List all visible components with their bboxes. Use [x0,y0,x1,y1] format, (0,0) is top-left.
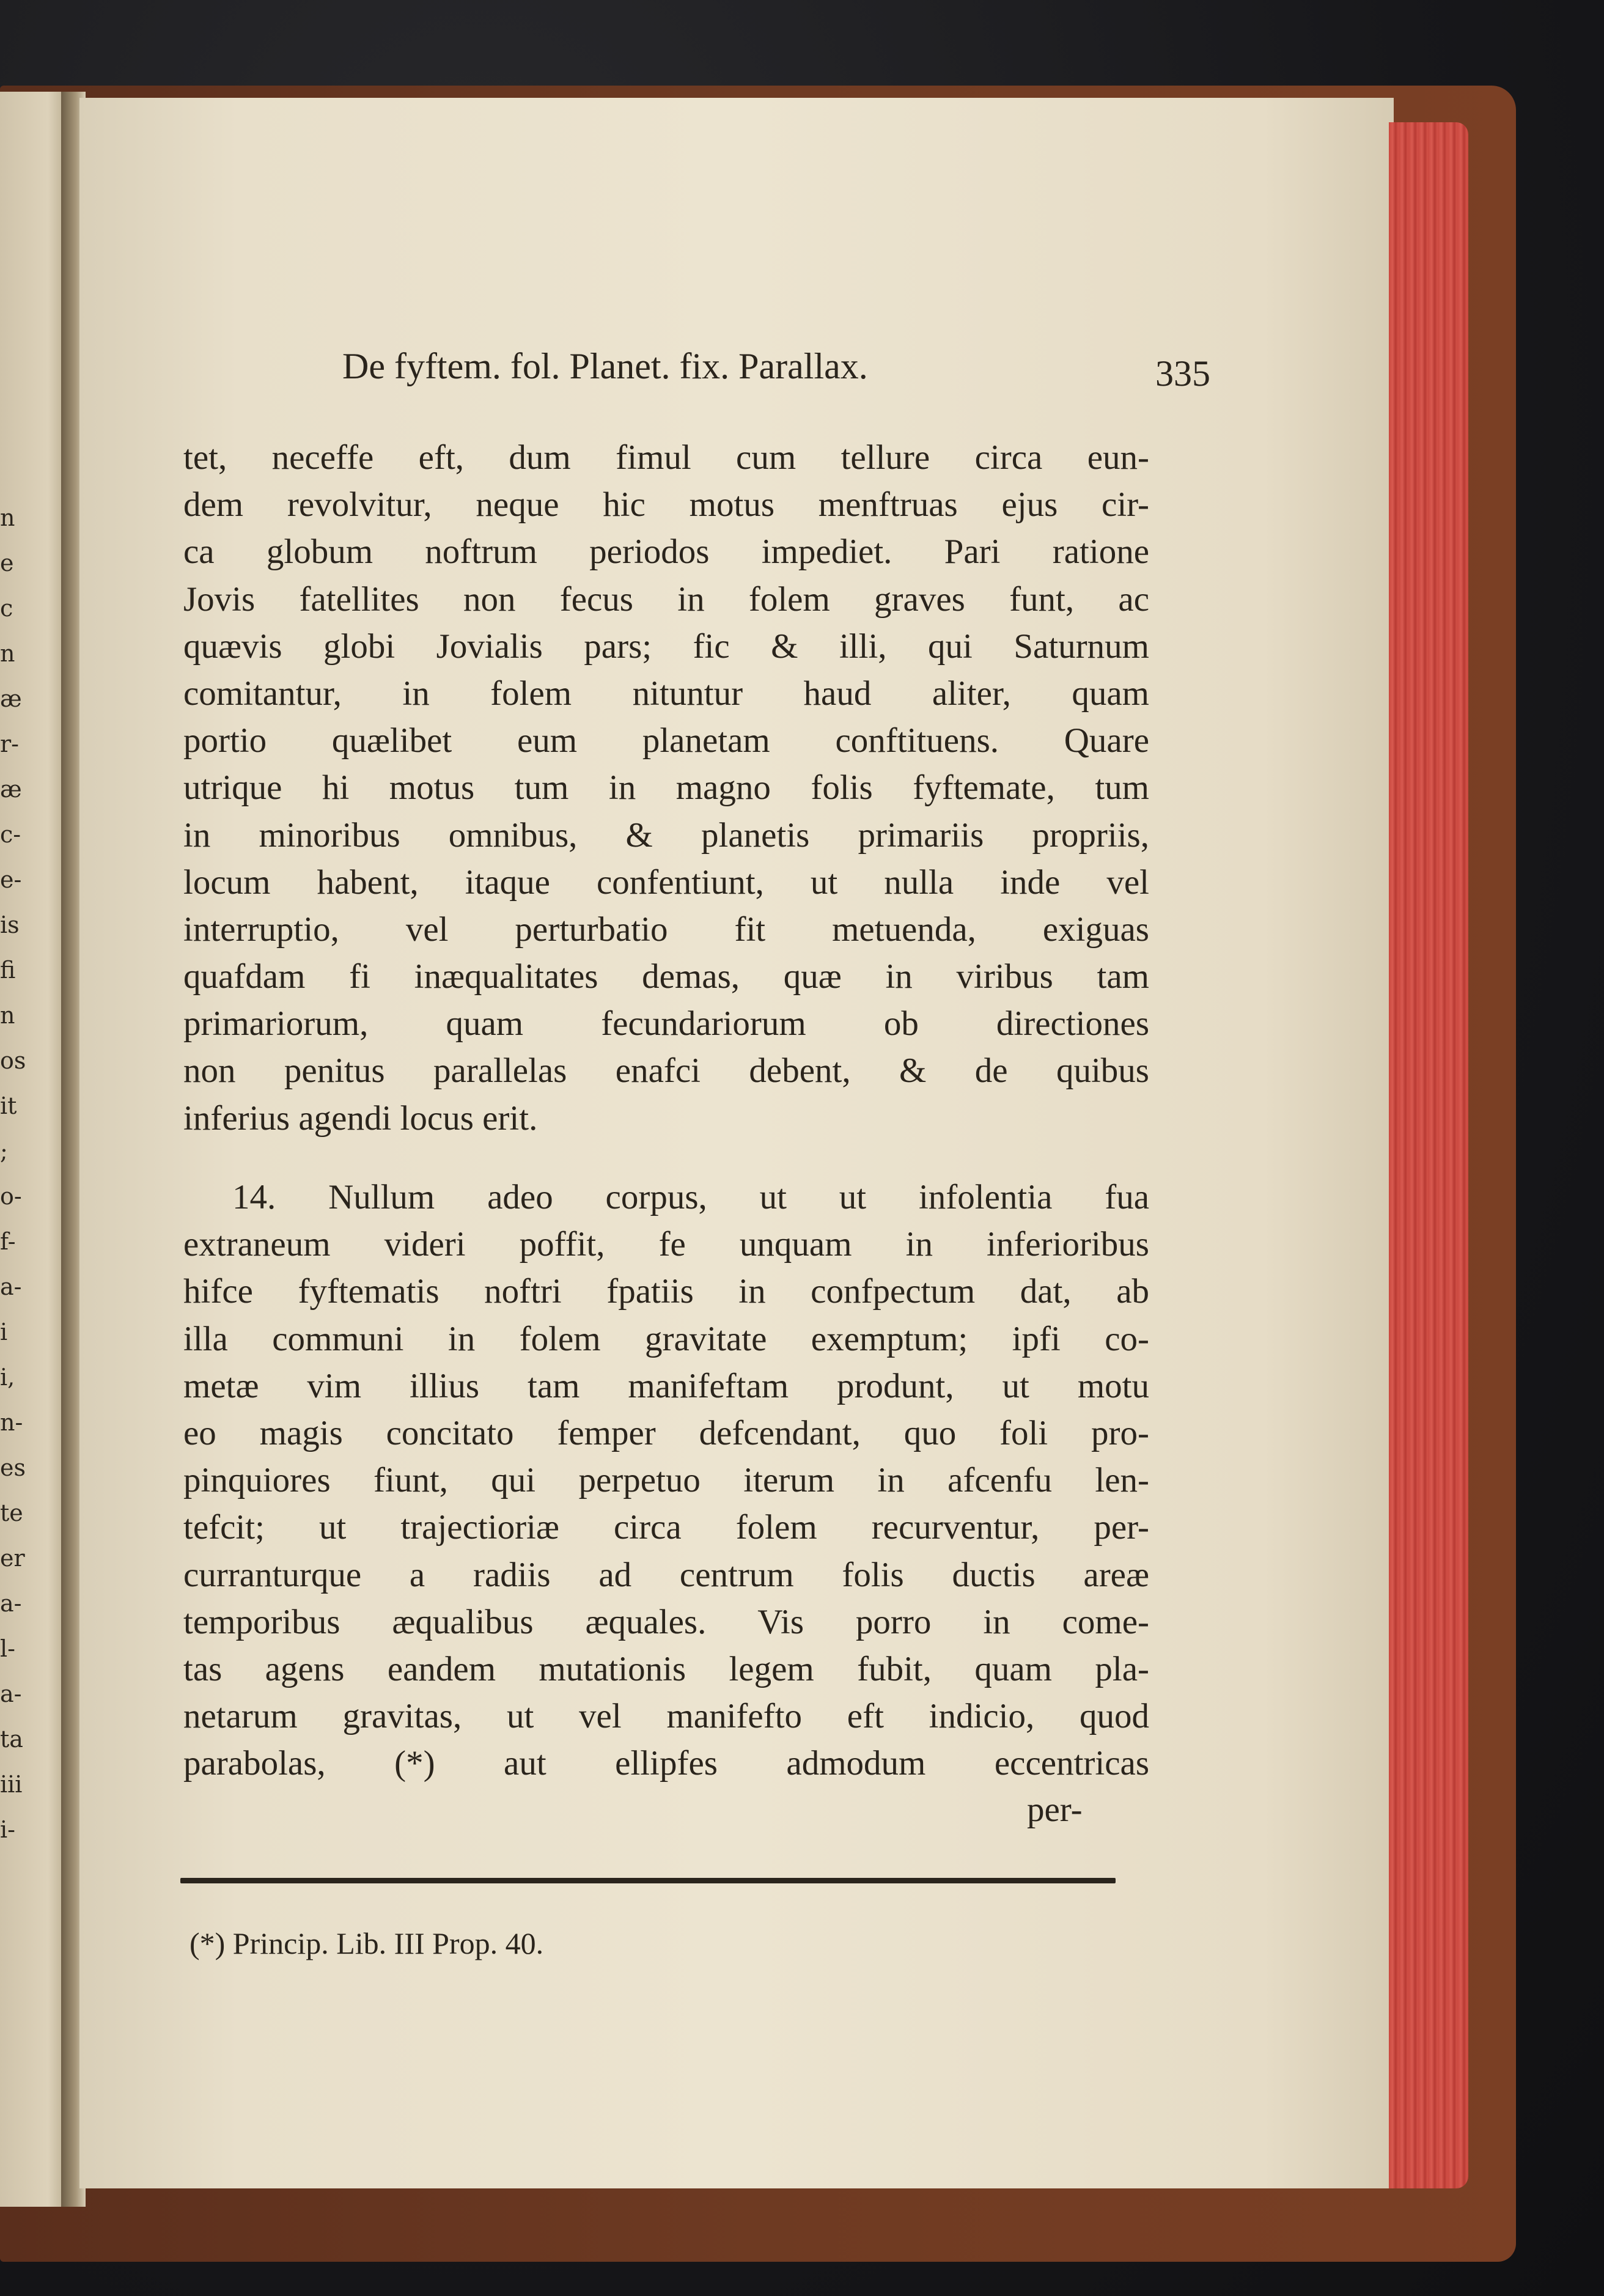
text-line: extraneum videri poffit, fe unquam in inferioribus [183,1225,1149,1264]
text-line: metæ vim illius tam manifeftam produnt, ut motu [183,1366,1149,1405]
text-line: quafdam fi inæqualitates demas, quæ in viribus tam [183,957,1149,996]
facing-line-end: æ [0,776,22,803]
facing-line-end: n [0,640,15,667]
text-line: utrique hi motus tum in magno folis fyftemate, tum [183,768,1149,808]
facing-line-end: i- [0,1816,15,1843]
text-line: interruptio, vel perturbatio fit metuenda, exiguas [183,910,1149,949]
catchword: per- [1027,1790,1083,1829]
facing-line-end: o- [0,1183,22,1210]
facing-line-end: a- [0,1273,22,1300]
footnote-rule [180,1878,1116,1883]
facing-line-end: er [0,1545,25,1572]
facing-line-end: fi [0,957,16,984]
facing-line-end: es [0,1454,26,1481]
text-line: illa communi in folem gravitate exemptum; ipfi co- [183,1319,1149,1358]
facing-line-end: a- [0,1680,22,1707]
paragraph-2 [183,1174,1149,1787]
facing-line-end: iii [0,1771,23,1798]
text-line: tet, neceffe eft, dum fimul cum tellure circa eun- [183,438,1149,477]
text-line: curranturque a radiis ad centrum folis ductis areæ [183,1555,1149,1594]
text-line: locum habent, itaque confentiunt, ut nulla inde vel [183,863,1149,902]
facing-page-fragment [0,92,68,2207]
facing-line-end: r- [0,730,20,757]
facing-line-end: it [0,1092,17,1119]
text-line: non penitus parallelas enafci debent, & de quibus [183,1051,1149,1091]
facing-line-end: is [0,911,20,938]
facing-line-end: æ [0,685,22,712]
text-line: quævis globi Jovialis pars; fic & illi, qui Saturnum [183,627,1149,666]
facing-line-end: ; [0,1138,8,1165]
text-line: hifce fyftematis noftri fpatiis in confpectum dat, ab [183,1272,1149,1311]
facing-line-end: l- [0,1635,15,1662]
facing-line-end: c [0,595,13,622]
text-line: portio quælibet eum planetam conftituens. Quare [183,721,1149,760]
facing-line-end: e- [0,866,22,893]
facing-line-end: n- [0,1409,23,1436]
text-line: ca globum noftrum periodos impediet. Pari ratione [183,532,1149,572]
text-line: tefcit; ut trajectioriæ circa folem recurventur, per- [183,1508,1149,1547]
text-line: Jovis fatellites non fecus in folem graves funt, ac [183,580,1149,619]
facing-page-line-ends [0,495,37,1852]
text-line: pinquiores fiunt, qui perpetuo iterum in afcenfu len- [183,1461,1149,1500]
facing-line-end: c- [0,821,21,848]
text-line: eo magis concitato femper defcendant, quo foli pro- [183,1413,1149,1452]
red-page-edges [1389,122,1468,2188]
book-page [79,98,1394,2188]
facing-line-end: i [0,1319,8,1345]
text-line: parabolas, (*) aut ellipfes admodum eccentricas [183,1744,1149,1783]
facing-line-end: te [0,1499,23,1526]
page-number: 335 [1155,353,1210,394]
facing-line-end: a- [0,1590,22,1617]
text-line: inferius agendi locus erit. [183,1098,538,1138]
facing-line-end: f- [0,1228,16,1255]
text-line: tas agens eandem mutationis legem fubit, quam pla- [183,1649,1149,1688]
text-line: comitantur, in folem nituntur haud aliter, quam [183,674,1149,713]
footnote: (*) Princip. Lib. III Prop. 40. [189,1926,544,1960]
paragraph-1 [183,434,1149,1142]
text-line: netarum gravitas, ut vel manifefto eft indicio, quod [183,1697,1149,1736]
facing-line-end: n [0,504,15,531]
running-title: De fyftem. fol. Planet. fix. Parallax. [342,346,868,386]
text-line: primariorum, quam fecundariorum ob directiones [183,1004,1149,1043]
text-line: temporibus æqualibus æquales. Vis porro in come- [183,1602,1149,1641]
text-line: dem revolvitur, neque hic motus menftruas ejus cir- [183,485,1149,524]
facing-line-end: n [0,1002,15,1029]
facing-line-end: ta [0,1726,23,1753]
text-line: in minoribus omnibus, & planetis primariis propriis, [183,815,1149,855]
text-line: 14. Nullum adeo corpus, ut ut infolentia fua [232,1178,1149,1216]
facing-line-end: i, [0,1364,15,1391]
facing-line-end: e [0,550,14,576]
facing-line-end: os [0,1047,26,1074]
